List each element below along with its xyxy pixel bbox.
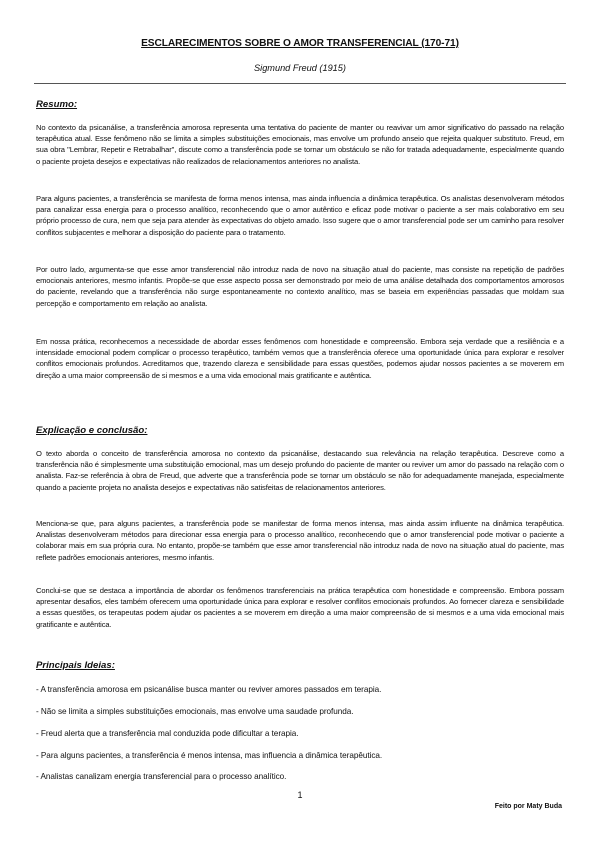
idea-item: - Freud alerta que a transferência mal conduzida pode dificultar a terapia. — [36, 729, 299, 738]
idea-item: - A transferência amorosa em psicanálise busca manter ou reviver amores passados em terapia. — [36, 685, 382, 694]
paragraph: Menciona-se que, para alguns pacientes, a transferência pode se manifestar de forma menos intensa, mas ainda assim influente na dinâmica terapêutica. Analistas desenvolveram métodos para direcionar essa energia para o processo analítico, reconhecendo que o amor transferencial pode motivar o paciente a colaborar mais em sua própria cura. No entanto, propõe-se também que esse amor transferencial não introduz nada de novo na situação atual do paciente, mas reflete padrões emocionais anteriores, mesmo infantis. — [36, 519, 564, 562]
author-credit: Feito por Maty Buda — [494, 803, 562, 810]
paragraph: Conclui-se que se destaca a importância de abordar os fenômenos transferenciais na prática terapêutica com honestidade e compreensão. Embora possam apresentar desafios, eles também oferecem uma oportunidade única para explorar e resolver conflitos emocionais profundos. Ao fornecer clareza e sensibilidade a essas questões, os terapeutas podem ajudar os pacientes a se moverem em direção a uma maior compreensão de si mesmos e a uma vida emocional mais gratificante e autêntica. — [36, 586, 564, 629]
paragraph: Para alguns pacientes, a transferência se manifesta de forma menos intensa, mas ainda influencia a dinâmica terapêutica. Os analistas desenvolveram métodos para canalizar essa energia para o processo analítico, reconhecendo que o amor autêntico e eficaz pode motivar o paciente a ser mais colaborativo em seu próprio processo de cura, nem que seja para atender às expectativas do objeto amado. Isso sugere que o amor transferencial pode ser um caminho para resolver conflitos subjacentes e melhorar a disposição do paciente para o tratamento. — [36, 194, 564, 237]
paragraph: No contexto da psicanálise, a transferência amorosa representa uma tentativa do paciente de manter ou reavivar um amor significativo do passado na relação terapêutica atual. Esse fenômeno não se limita a simples substituições emocionais, mas envolve um profundo anseio que rejeita qualquer substituto. Freud, em sua obra "Lembrar, Repetir e Retrabalhar", discute como a transferência pode se tornar um obstáculo se não for tratada adequadamente, especialmente quando o paciente projeta desejos e expectativas não realizados de relacionamentos anteriores no analista. — [36, 123, 564, 166]
header-divider — [34, 83, 566, 84]
section-heading-ideias: Principais Ideias: — [36, 660, 115, 671]
paragraph: Por outro lado, argumenta-se que esse amor transferencial não introduz nada de novo na situação atual do paciente, mas consiste na repetição de padrões emocionais anteriores, mesmo infantis. Propõe-se que esse aspecto possa ser demonstrado por meio de uma análise detalhada dos comportamentos amorosos do paciente, revelando que a transferência não surge espontaneamente no contexto analítico, mas se baseia em experiências passadas que moldam sua percepção e comportamento em relação ao analista. — [36, 265, 564, 308]
section-heading-explicacao: Explicação e conclusão: — [36, 425, 148, 436]
idea-item: - Para alguns pacientes, a transferência é menos intensa, mas influencia a dinâmica terapêutica. — [36, 751, 383, 760]
document-author: Sigmund Freud (1915) — [254, 63, 346, 73]
section-heading-resumo: Resumo: — [36, 99, 78, 110]
page-number: 1 — [297, 790, 303, 800]
idea-item: - Analistas canalizam energia transferencial para o processo analítico. — [36, 772, 287, 781]
paragraph: O texto aborda o conceito de transferência amorosa no contexto da psicanálise, destacando sua relevância na relação terapêutica. Descreve como a transferência não é simplesmente uma substituição emocional, mas um desejo profundo do paciente de manter ou reviver um amor do passado na relação com o analista. Faz-se referência à obra de Freud, que adverte que a transferência pode se tornar um obstáculo se não for adequadamente manejada, especialmente quando a paciente projeta no analista desejos e expectativas não satisfeitas de relacionamentos anteriores. — [36, 449, 564, 492]
idea-item: - Não se limita a simples substituições emocionais, mas envolve uma saudade profunda. — [36, 707, 354, 716]
document-title: ESCLARECIMENTOS SOBRE O AMOR TRANSFERENCIAL (170-71) — [141, 38, 459, 49]
paragraph: Em nossa prática, reconhecemos a necessidade de abordar esses fenômenos com honestidade e compreensão. Embora seja verdade que a resiliência e a intensidade emocional podem complicar o processo terapêutico, também vemos que a transferência oferece uma oportunidade única para explorar e resolver conflitos emocionais profundos. Acreditamos que, trazendo clareza e sensibilidade para essas questões, podemos ajudar nossos pacientes a se moverem em direção a uma maior compreensão de si mesmos e a uma vida emocional mais gratificante e autêntica. — [36, 337, 564, 380]
